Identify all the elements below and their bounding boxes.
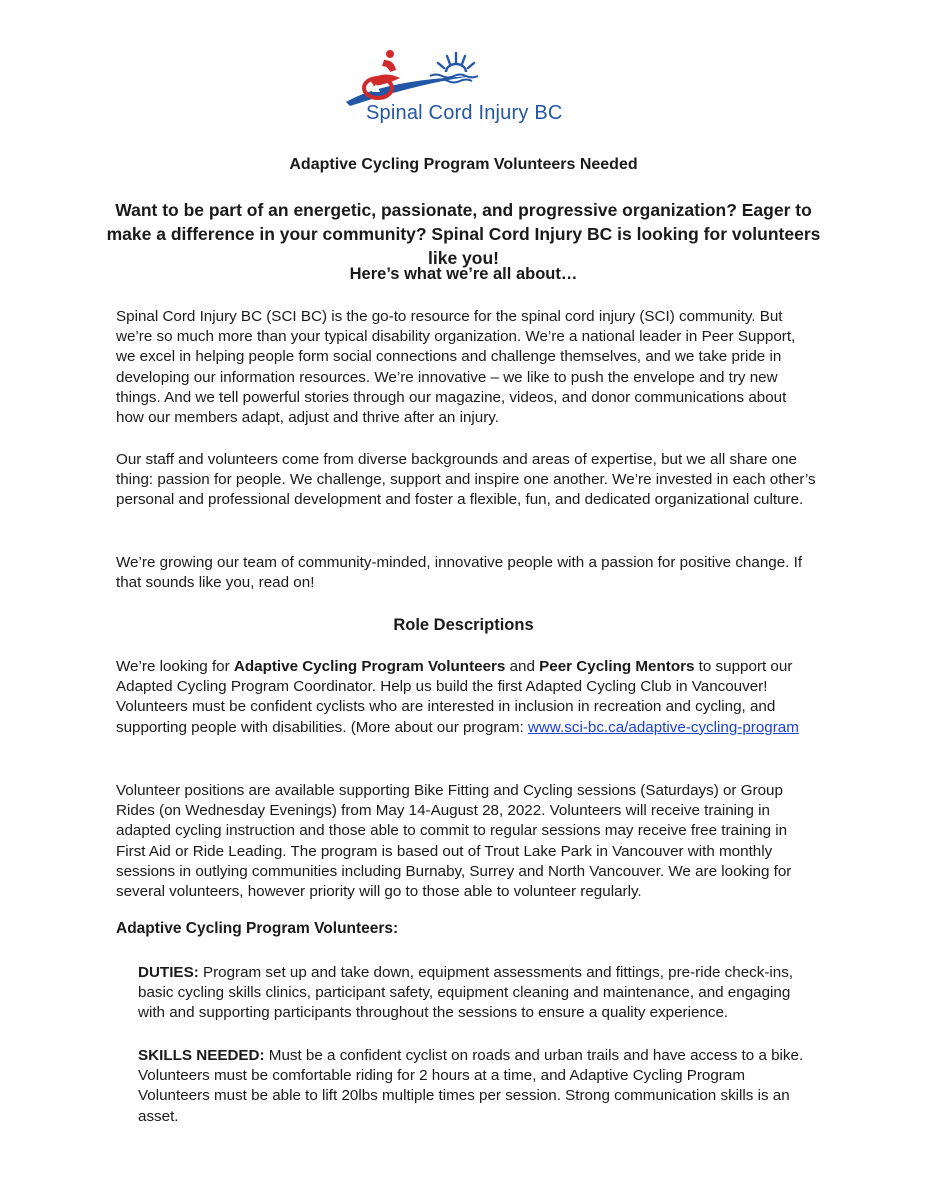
duties-paragraph <box>138 963 808 1024</box>
roles-intro-text: to support our Adapted Cycling Program Coordinator. Help us build the first Adapted Cycling Club in Vancouver! Volunteers must be confident cyclists who are interested in inclusion in recreation and cycling, and supporting people with disabilities. (More about our program: <box>116 658 793 736</box>
about-paragraph-1: Spinal Cord Injury BC (SCI BC) is the go-to resource for the spinal cord injury (SCI) community. But we’re so much more than your typical disability organization. We’re a national leader in Peer Support, we excel in helping people form social connections and challenge themselves, and we take pride in developing our information resources. We’re innovative – we like to push the envelope and try new things. And we tell powerful stories through our magazine, videos, and donor communications about how our members adapt, adjust and thrive after an injury. <box>116 308 796 427</box>
duties-label: DUTIES: <box>138 964 199 981</box>
skills-paragraph <box>138 1046 808 1127</box>
duties-text: Program set up and take down, equipment assessments and fittings, pre-ride check-ins, basic cycling skills clinics, participant safety, equipment cleaning and maintenance, and engaging with and supporting participants throughout the sessions to ensure a quality experience. <box>138 964 794 1022</box>
roles-intro-mentors: Peer Cycling Mentors <box>539 658 695 675</box>
about-paragraph-3: We’re growing our team of community-minded, innovative people with a passion for positive change. If that sounds like you, read on! <box>116 554 803 592</box>
roles-intro-text: We’re looking for <box>116 658 234 675</box>
skills-label: SKILLS NEEDED: <box>138 1047 265 1064</box>
page-title: Adaptive Cycling Program Volunteers Needed <box>289 156 638 173</box>
logo-org-name: Spinal Cord Injury BC <box>366 102 563 124</box>
program-link[interactable]: www.sci-bc.ca/adaptive-cycling-program <box>527 718 799 736</box>
lead-paragraph: Want to be part of an energetic, passionate, and progressive organization? Eager to make a difference in your community? Spinal Cord Injury BC is looking for volunteers like you! <box>106 200 821 268</box>
positions-paragraph: Volunteer positions are available supporting Bike Fitting and Cycling sessions (Saturdays) or Group Rides (on Wednesday Evenings) from May 14-August 28, 2022. Volunteers will receive training in adapted cycling instruction and those able to commit to regular sessions may receive free training in First Aid or Ride Leading. The program is based out of Trout Lake Park in Vancouver with monthly sessions in outlying communities including Burnaby, Surrey and North Vancouver. We are looking for several volunteers, however priority will go to those able to volunteer regularly. <box>116 782 792 901</box>
organization-logo <box>344 50 579 130</box>
volunteers-section-heading: Adaptive Cycling Program Volunteers: <box>116 920 399 937</box>
skills-text: Must be a confident cyclist on roads and urban trails and have access to a bike. Volunteers must be comfortable riding for 2 hours at a time, and Adaptive Cycling Program Volunteers must be able to lift 20lbs multiple times per session. Strong communication skills is an asset. <box>138 1047 804 1125</box>
about-heading: Here’s what we’re all about… <box>349 265 578 283</box>
cyclist-sun-logo-icon <box>344 50 579 110</box>
about-paragraph-2: Our staff and volunteers come from diverse backgrounds and areas of expertise, but we all share one thing: passion for people. We challenge, support and inspire one another. We’re invested in each other’s personal and professional development and foster a flexible, fun, and dedicated organizational culture. <box>116 451 816 509</box>
roles-intro-paragraph <box>116 657 816 738</box>
roles-intro-volunteers: Adaptive Cycling Program Volunteers <box>233 658 506 675</box>
role-descriptions-heading: Role Descriptions <box>393 616 534 634</box>
roles-intro-text: and <box>505 658 540 675</box>
